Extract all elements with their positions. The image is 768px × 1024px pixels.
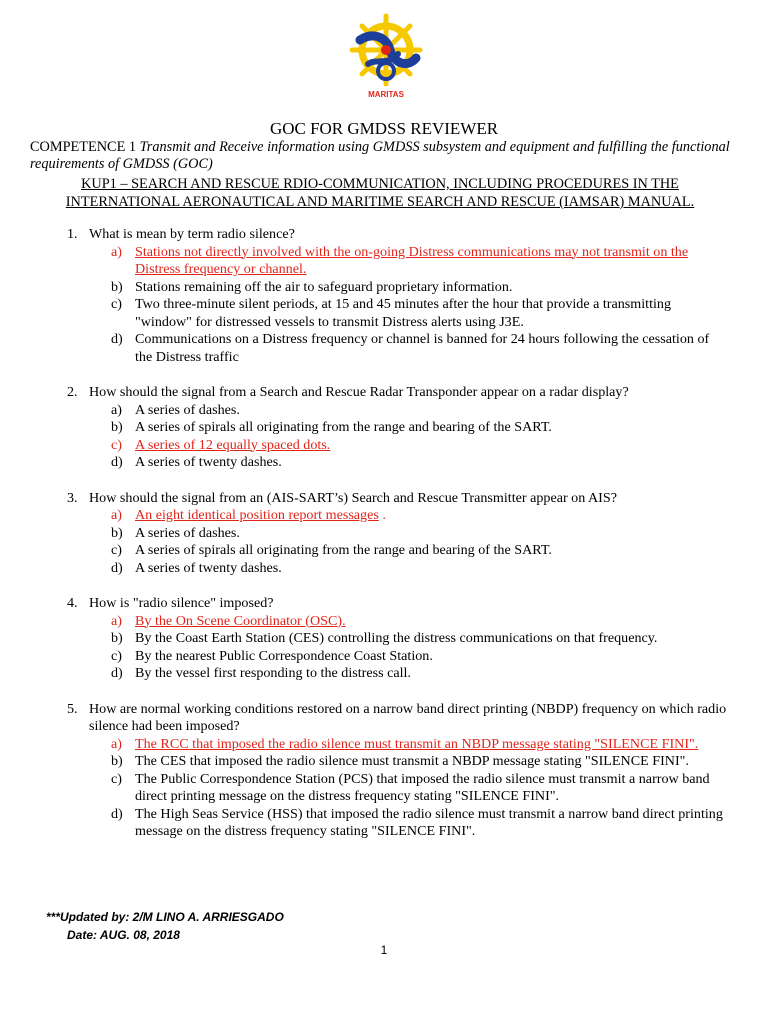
correct-answer-option <box>89 736 729 754</box>
answer-option <box>89 542 729 560</box>
option-letter: d) <box>111 665 123 681</box>
updated-by: ***Updated by: 2/M LINO A. ARRIESGADO <box>46 910 284 924</box>
question-text: What is mean by term radio silence? <box>89 226 295 242</box>
option-letter: d) <box>111 331 123 347</box>
option-text: A series of twenty dashes. <box>135 559 282 576</box>
question-list <box>0 226 768 841</box>
option-text: A series of dashes. <box>135 401 240 418</box>
answer-option <box>89 402 729 420</box>
competence-description: Transmit and Receive information using GMDSS subsystem and equipment and fulfilling the functional requirements of GMDSS (GOC) <box>30 139 730 172</box>
answer-option <box>89 771 729 806</box>
question-text: How should the signal from a Search and Rescue Radar Transponder appear on a radar display? <box>89 384 629 400</box>
answer-options <box>89 402 729 472</box>
option-text: By the Coast Earth Station (CES) controlling the distress communications on that frequency. <box>135 630 658 646</box>
option-text: Two three-minute silent periods, at 15 and 45 minutes after the hour that provide a transmitting "window" for distressed vessels to transmit Distress alerts using J3E. <box>135 296 672 330</box>
page-number: 1 <box>380 943 388 957</box>
answer-options <box>89 244 729 367</box>
question-item <box>0 384 729 472</box>
kup-text: KUP1 – SEARCH AND RESCUE RDIO-COMMUNICATION, INCLUDING PROCEDURES IN THE INTERNATIONAL AERONAUTICAL AND MARITIME SEARCH AND RESCUE (IAMSAR) MANUAL. <box>65 176 695 210</box>
question-item <box>0 490 729 578</box>
option-letter: a) <box>111 507 122 523</box>
option-letter: b) <box>111 278 123 295</box>
option-text: An eight identical position report messages <box>135 507 379 523</box>
update-footer <box>46 908 284 944</box>
option-letter: d) <box>111 805 123 822</box>
answer-option <box>89 665 729 683</box>
option-text: By the On Scene Coordinator (OSC). <box>135 612 346 629</box>
answer-option <box>89 419 729 437</box>
competence-statement <box>30 139 730 173</box>
kup-heading <box>30 175 730 211</box>
answer-options <box>89 736 729 841</box>
answer-option <box>89 279 729 297</box>
question-number: 2. <box>67 384 78 400</box>
option-letter: c) <box>111 296 122 312</box>
correct-answer-option <box>89 244 729 279</box>
question-text: How are normal working conditions restored on a narrow band direct printing (NBDP) frequency on which radio silence had been imposed? <box>89 700 727 734</box>
option-letter: a) <box>111 243 122 260</box>
option-suffix: . <box>378 507 386 523</box>
maritas-logo <box>346 10 426 102</box>
option-text: The CES that imposed the radio silence must transmit a NBDP message stating "SILENCE FINI". <box>135 753 689 769</box>
question-number: 3. <box>67 489 78 506</box>
option-letter: d) <box>111 454 123 470</box>
option-letter: a) <box>111 401 122 418</box>
page-title: GOC FOR GMDSS REVIEWER <box>269 119 499 138</box>
option-letter: a) <box>111 735 122 752</box>
option-letter: b) <box>111 630 123 646</box>
option-text: The Public Correspondence Station (PCS) that imposed the radio silence must transmit a narrow band direct printing message on the distress frequency stating "SILENCE FINI". <box>135 770 710 804</box>
option-text: The RCC that imposed the radio silence must transmit an NBDP message stating "SILENCE FINI". <box>135 735 699 752</box>
option-letter: d) <box>111 559 123 576</box>
option-text: A series of spirals all originating from the range and bearing of the SART. <box>135 542 552 558</box>
option-text: By the nearest Public Correspondence Coast Station. <box>135 647 433 664</box>
question-item <box>0 595 729 683</box>
correct-answer-option <box>89 437 729 455</box>
option-letter: b) <box>111 524 123 541</box>
option-text: Communications on a Distress frequency or channel is banned for 24 hours following the cessation of the Distress traffic <box>135 331 710 365</box>
question-item <box>0 226 729 366</box>
option-text: A series of twenty dashes. <box>135 454 282 470</box>
question-text: How should the signal from an (AIS-SART’s) Search and Rescue Transmitter appear on AIS? <box>89 489 617 506</box>
competence-label: COMPETENCE 1 <box>30 139 140 155</box>
question-item <box>0 701 729 841</box>
answer-option <box>89 806 729 841</box>
option-letter: c) <box>111 436 122 453</box>
option-letter: b) <box>111 753 123 769</box>
option-text: Stations not directly involved with the on-going Distress communications may not transmit on the Distress frequency or channel. <box>135 243 689 277</box>
answer-option <box>89 331 729 366</box>
answer-option <box>89 454 729 472</box>
option-letter: b) <box>111 419 123 435</box>
option-letter: c) <box>111 770 122 787</box>
question-number: 5. <box>67 700 78 717</box>
option-text: A series of spirals all originating from the range and bearing of the SART. <box>135 419 552 435</box>
answer-option <box>89 648 729 666</box>
question-number: 4. <box>67 595 78 611</box>
option-letter: c) <box>111 542 122 558</box>
option-letter: c) <box>111 647 122 664</box>
answer-option <box>89 296 729 331</box>
logo-text: MARITAS <box>368 90 404 99</box>
option-text: A series of 12 equally spaced dots. <box>135 436 331 453</box>
question-text: How is "radio silence" imposed? <box>89 595 274 611</box>
answer-option <box>89 630 729 648</box>
answer-options <box>89 613 729 683</box>
correct-answer-option <box>89 613 729 631</box>
correct-answer-option <box>89 507 729 525</box>
option-text: The High Seas Service (HSS) that imposed the radio silence must transmit a narrow band direct printing message on the distress frequency stating "SILENCE FINI". <box>135 805 723 839</box>
answer-option <box>89 753 729 771</box>
answer-option <box>89 560 729 578</box>
answer-option <box>89 525 729 543</box>
answer-options <box>89 507 729 577</box>
question-number: 1. <box>67 226 78 242</box>
option-text: Stations remaining off the air to safeguard proprietary information. <box>135 278 513 295</box>
option-letter: a) <box>111 612 122 629</box>
update-date: Date: AUG. 08, 2018 <box>67 928 180 942</box>
option-text: By the vessel first responding to the distress call. <box>135 665 411 681</box>
option-text: A series of dashes. <box>135 524 240 541</box>
